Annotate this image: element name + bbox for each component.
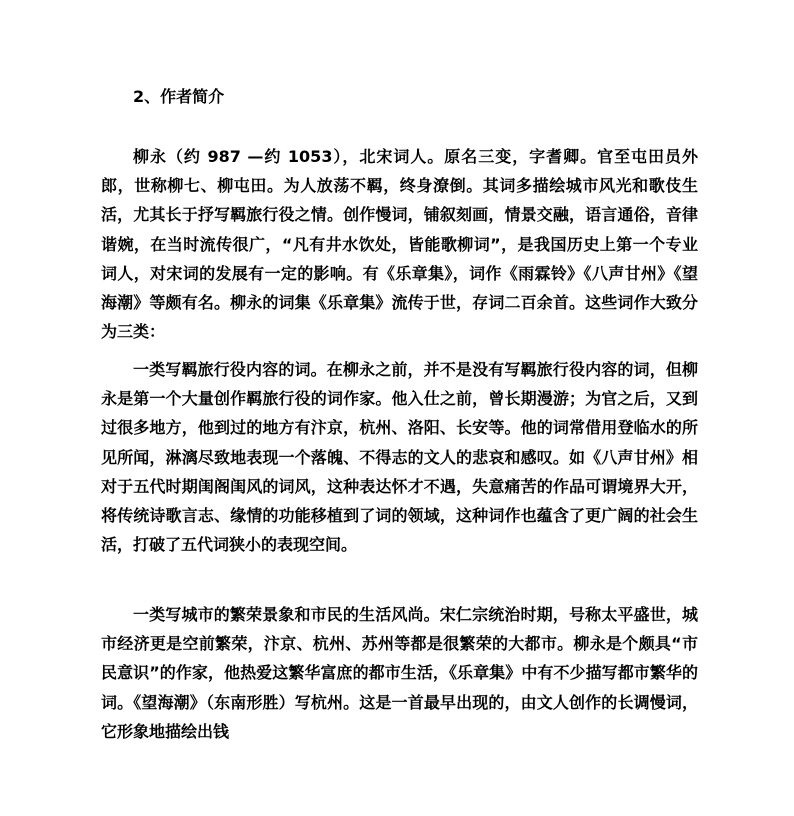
paragraph-author-intro: 柳永（约 987 —约 1053），北宋词人。原名三变，字耆卿。官至屯田员外郎，世称柳七、柳屯田。为人放荡不羁，终身潦倒。其词多描绘城市风光和歌伎生活，尤其长于抒写羁旅行役之情。创作慢词，铺叙刻画，情景交融，语言通俗，音律谐婉，在当时流传很广，“凡有井水饮处，皆能歌柳词”，是我国历史上第一个专业词人，对宋词的发展有一定的影响。有《乐章集》，词作《雨霖铃》《八声甘州》《望海潮》等颇有名。柳永的词集《乐章集》流传于世，存词二百余首。这些词作大致分为三类： — [101, 147, 698, 342]
paragraph-travel-poems: 一类写羁旅行役内容的词。在柳永之前，并不是没有写羁旅行役内容的词，但柳永是第一个大量创作羁旅行役的词作家。他入仕之前，曾长期漫游；为官之后，又到过很多地方，他到过的地方有汴京，杭州、洛阳、长安等。他的词常借用登临水的所见所闻，淋漓尽致地表现一个落魄、不得志的文人的悲哀和感叹。如《八声甘州》相对于五代时期闺阁闺风的词风，这种表达怀才不遇，失意痛苦的作品可谓境界大开，将传统诗歌言志、缘情的功能移植到了词的领域，这种词作也蕴含了更广阔的社会生活，打破了五代词狭小的表现空间。 — [101, 360, 698, 555]
paragraph-city-poems: 一类写城市的繁荣景象和市民的生活风尚。宋仁宗统治时期，号称太平盛世，城市经济更是空前繁荣，汴京、杭州、苏州等都是很繁荣的大都市。柳永是个颇具“市民意识”的作家，他热爱这繁华富庶的都市生活，《乐章集》中有不少描写都市繁华的词。《望海潮》（东南形胜）写杭州。这是一首最早出现的，由文人创作的长调慢词，它形象地描绘出钱 — [101, 605, 698, 741]
section-heading: 2、作者简介 — [133, 87, 225, 106]
